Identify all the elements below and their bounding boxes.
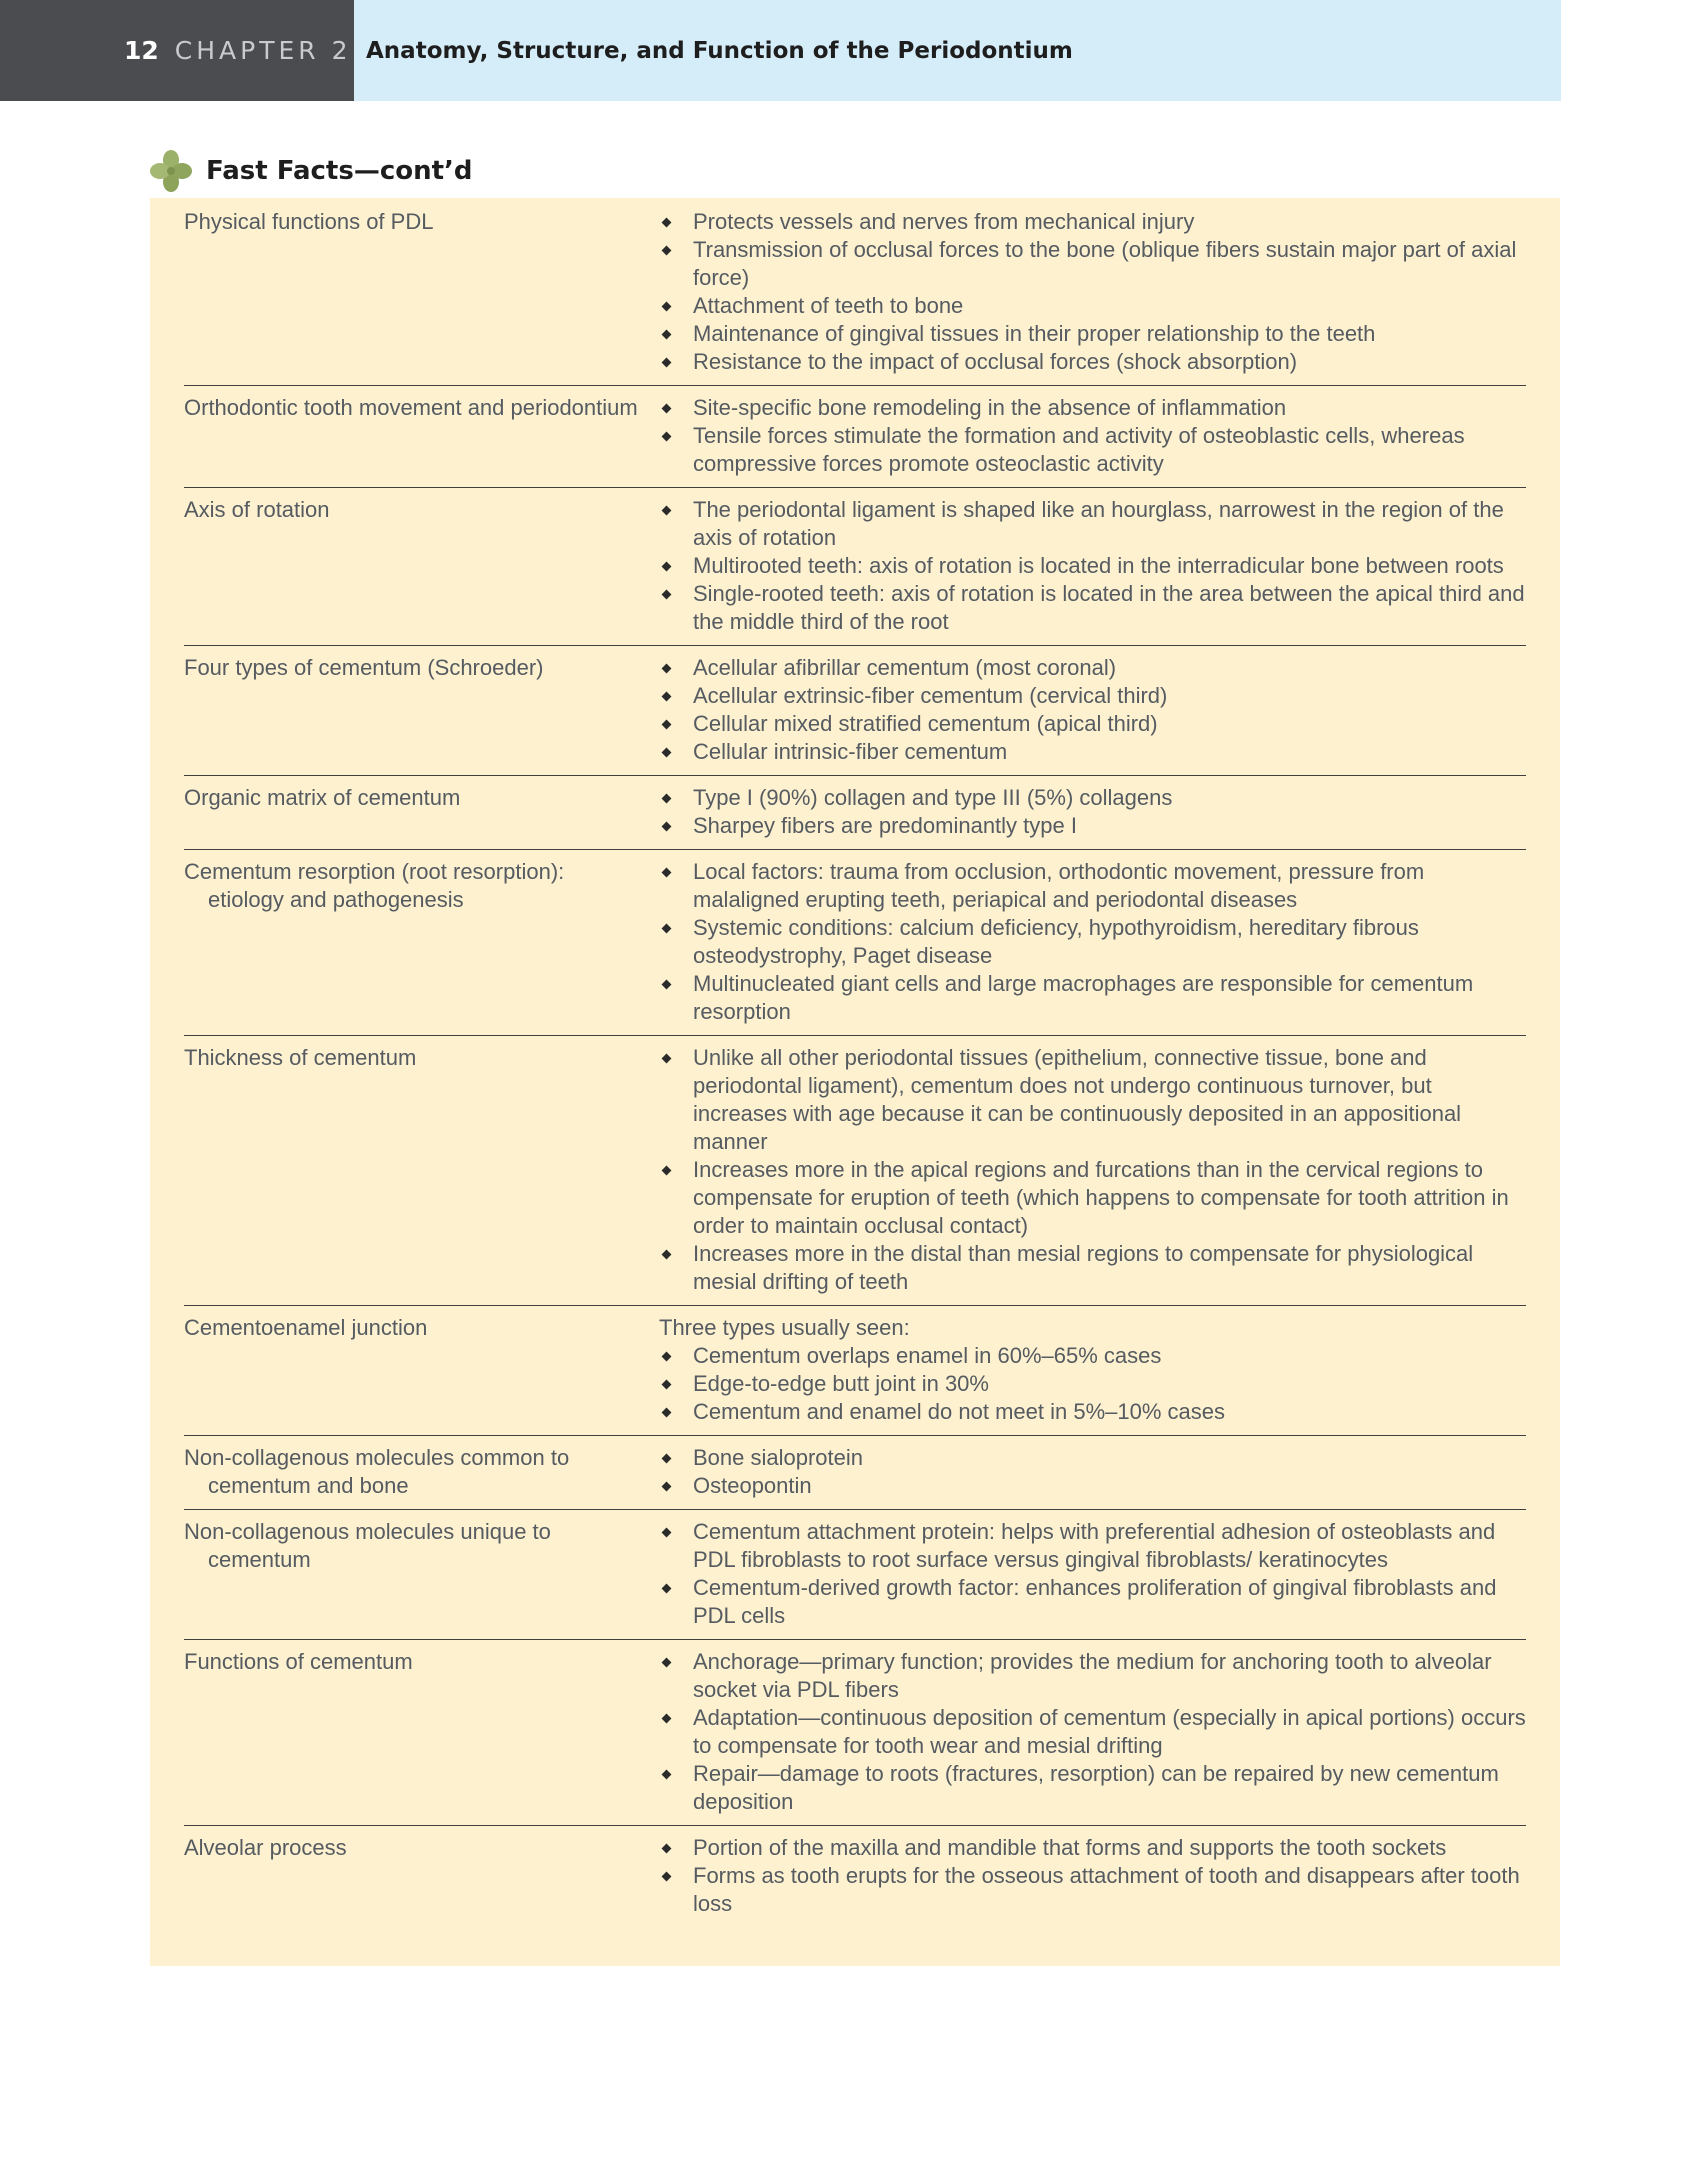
bullet-item: Tensile forces stimulate the formation and activity of osteoblastic cells, whereas compressive forces promote osteoclastic activity bbox=[659, 422, 1526, 478]
bullet-item: Maintenance of gingival tissues in their proper relationship to the teeth bbox=[659, 320, 1526, 348]
fact-row bbox=[184, 1648, 1526, 1826]
fast-facts-heading bbox=[148, 150, 473, 192]
bullet-item: Multirooted teeth: axis of rotation is located in the interradicular bone between roots bbox=[659, 552, 1526, 580]
bullet-list bbox=[659, 654, 1526, 766]
box-title: Fast Facts—cont’d bbox=[206, 156, 473, 186]
fact-term: Non-collagenous molecules common to cementum and bone bbox=[184, 1445, 570, 1498]
bullet-item: Acellular extrinsic-fiber cementum (cervical third) bbox=[659, 682, 1526, 710]
bullet-list bbox=[659, 1518, 1526, 1630]
bullet-list bbox=[659, 1342, 1526, 1426]
fact-term: Cementoenamel junction bbox=[184, 1315, 428, 1340]
fact-row bbox=[184, 1044, 1526, 1306]
bullet-item: Resistance to the impact of occlusal forces (shock absorption) bbox=[659, 348, 1526, 376]
bullet-item: Acellular afibrillar cementum (most coronal) bbox=[659, 654, 1526, 682]
bullet-item: Attachment of teeth to bone bbox=[659, 292, 1526, 320]
bullet-item: The periodontal ligament is shaped like an hourglass, narrowest in the region of the axis of rotation bbox=[659, 496, 1526, 552]
fact-row bbox=[184, 654, 1526, 776]
fact-lead-text: Three types usually seen: bbox=[659, 1315, 910, 1340]
fact-row bbox=[184, 208, 1526, 386]
fact-term: Functions of cementum bbox=[184, 1649, 413, 1674]
fact-row bbox=[184, 1518, 1526, 1640]
fact-term: Four types of cementum (Schroeder) bbox=[184, 655, 544, 680]
bullet-item: Protects vessels and nerves from mechanical injury bbox=[659, 208, 1526, 236]
bullet-item: Forms as tooth erupts for the osseous attachment of tooth and disappears after tooth loss bbox=[659, 1862, 1526, 1918]
bullet-item: Multinucleated giant cells and large macrophages are responsible for cementum resorption bbox=[659, 970, 1526, 1026]
fast-facts-box bbox=[150, 198, 1560, 1966]
fact-description bbox=[659, 1314, 1526, 1426]
bullet-item: Cementum and enamel do not meet in 5%–10% cases bbox=[659, 1398, 1526, 1426]
fact-term: Cementum resorption (root resorption): etiology and pathogenesis bbox=[184, 859, 565, 912]
fact-description bbox=[659, 858, 1526, 1026]
fact-description bbox=[659, 1834, 1526, 1918]
bullet-item: Cementum attachment protein: helps with preferential adhesion of osteoblasts and PDL fibroblasts to root surface versus gingival fibroblasts/ keratinocytes bbox=[659, 1518, 1526, 1574]
bullet-list bbox=[659, 1834, 1526, 1918]
page-number: 12 bbox=[124, 36, 159, 65]
bullet-item: Bone sialoprotein bbox=[659, 1444, 1526, 1472]
clover-icon bbox=[148, 148, 194, 194]
fact-description bbox=[659, 1518, 1526, 1630]
bullet-list bbox=[659, 1444, 1526, 1500]
bullet-item: Cementum-derived growth factor: enhances proliferation of gingival fibroblasts and PDL cells bbox=[659, 1574, 1526, 1630]
bullet-item: Transmission of occlusal forces to the bone (oblique fibers sustain major part of axial force) bbox=[659, 236, 1526, 292]
bullet-item: Type I (90%) collagen and type III (5%) collagens bbox=[659, 784, 1526, 812]
fact-description bbox=[659, 1648, 1526, 1816]
fact-description bbox=[659, 784, 1526, 840]
bullet-list bbox=[659, 1044, 1526, 1296]
bullet-list bbox=[659, 496, 1526, 636]
fact-term: Alveolar process bbox=[184, 1835, 347, 1860]
bullet-item: Repair—damage to roots (fractures, resorption) can be repaired by new cementum deposition bbox=[659, 1760, 1526, 1816]
bullet-item: Cellular intrinsic-fiber cementum bbox=[659, 738, 1526, 766]
fact-term: Axis of rotation bbox=[184, 497, 330, 522]
chapter-label: CHAPTER 2 bbox=[174, 36, 352, 65]
fact-description bbox=[659, 1044, 1526, 1296]
fact-row bbox=[184, 1314, 1526, 1436]
bullet-item: Site-specific bone remodeling in the absence of inflammation bbox=[659, 394, 1526, 422]
fact-row bbox=[184, 784, 1526, 850]
fact-description bbox=[659, 654, 1526, 766]
fact-row bbox=[184, 858, 1526, 1036]
running-title: Anatomy, Structure, and Function of the Periodontium bbox=[366, 37, 1073, 64]
bullet-item: Osteopontin bbox=[659, 1472, 1526, 1500]
bullet-item: Increases more in the distal than mesial regions to compensate for physiological mesial drifting of teeth bbox=[659, 1240, 1526, 1296]
bullet-list bbox=[659, 394, 1526, 478]
bullet-item: Cellular mixed stratified cementum (apical third) bbox=[659, 710, 1526, 738]
bullet-item: Systemic conditions: calcium deficiency, hypothyroidism, hereditary fibrous osteodystrophy, Paget disease bbox=[659, 914, 1526, 970]
bullet-item: Cementum overlaps enamel in 60%–65% cases bbox=[659, 1342, 1526, 1370]
fact-term: Physical functions of PDL bbox=[184, 209, 434, 234]
bullet-item: Portion of the maxilla and mandible that forms and supports the tooth sockets bbox=[659, 1834, 1526, 1862]
fact-description bbox=[659, 394, 1526, 478]
fact-term: Non-collagenous molecules unique to cementum bbox=[184, 1519, 551, 1572]
fact-description bbox=[659, 208, 1526, 376]
fact-row bbox=[184, 394, 1526, 488]
bullet-item: Anchorage—primary function; provides the medium for anchoring tooth to alveolar socket via PDL fibers bbox=[659, 1648, 1526, 1704]
bullet-item: Local factors: trauma from occlusion, orthodontic movement, pressure from malaligned erupting teeth, periapical and periodontal diseases bbox=[659, 858, 1526, 914]
bullet-item: Increases more in the apical regions and furcations than in the cervical regions to compensate for eruption of teeth (which happens to compensate for tooth attrition in order to maintain occlusal contact) bbox=[659, 1156, 1526, 1240]
bullet-list bbox=[659, 1648, 1526, 1816]
fact-row bbox=[184, 496, 1526, 646]
fact-row bbox=[184, 1444, 1526, 1510]
bullet-list bbox=[659, 208, 1526, 376]
fact-row bbox=[184, 1834, 1526, 1927]
bullet-item: Adaptation—continuous deposition of cementum (especially in apical portions) occurs to compensate for tooth wear and mesial drifting bbox=[659, 1704, 1526, 1760]
fact-term: Organic matrix of cementum bbox=[184, 785, 461, 810]
bullet-item: Edge-to-edge butt joint in 30% bbox=[659, 1370, 1526, 1398]
chapter-tab bbox=[0, 0, 354, 101]
bullet-item: Sharpey fibers are predominantly type I bbox=[659, 812, 1526, 840]
bullet-list bbox=[659, 784, 1526, 840]
facts-table bbox=[184, 208, 1526, 1935]
fact-description bbox=[659, 496, 1526, 636]
bullet-list bbox=[659, 858, 1526, 1026]
bullet-item: Single-rooted teeth: axis of rotation is located in the area between the apical third and the middle third of the root bbox=[659, 580, 1526, 636]
fact-term: Thickness of cementum bbox=[184, 1045, 417, 1070]
bullet-item: Unlike all other periodontal tissues (epithelium, connective tissue, bone and periodontal ligament), cementum does not undergo continuous turnover, but increases with age because it can be continuously deposited in an appositional manner bbox=[659, 1044, 1526, 1156]
running-title-bar bbox=[354, 0, 1561, 101]
fact-description bbox=[659, 1444, 1526, 1500]
fact-term: Orthodontic tooth movement and periodontium bbox=[184, 395, 638, 420]
